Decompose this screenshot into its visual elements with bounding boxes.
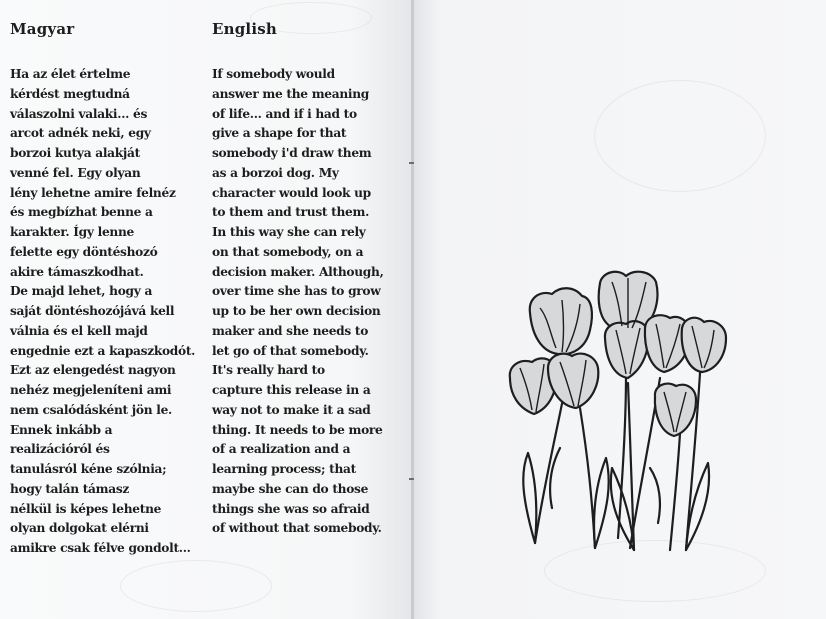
tulip-head — [548, 354, 598, 408]
left-page — [0, 0, 412, 619]
hungarian-text-line: arcot adnék neki, egy — [10, 126, 151, 141]
english-text-line: capture this release in a — [212, 383, 371, 397]
english-text-line: on that somebody, on a — [212, 244, 364, 259]
hungarian-text-line: engednie ezt a kapaszkodót. — [10, 343, 196, 358]
leaf — [650, 468, 660, 523]
hungarian-text-line: kérdést megtudná — [10, 86, 130, 101]
hungarian-text — [10, 65, 210, 559]
english-text-line: let go of that somebody. — [212, 343, 369, 358]
hungarian-text-line: nehéz megjeleníteni ami — [10, 383, 172, 397]
english-text-line: give a shape for that — [212, 126, 347, 141]
hungarian-text-line: amikre csak félve gondolt... — [10, 541, 191, 555]
english-text-line: maker and she needs to — [212, 323, 369, 338]
english-text-line: It's really hard to — [212, 363, 325, 378]
english-text-line: answer me the meaning — [212, 86, 370, 101]
tulip-head — [682, 318, 726, 372]
hungarian-text-line: olyan dolgokat elérni — [10, 521, 149, 536]
hungarian-text-line: tanulásról kéne szólnia; — [10, 462, 167, 476]
hungarian-text-line: realizációról és — [10, 442, 110, 457]
english-text-line: as a borzoi dog. My — [212, 165, 339, 180]
leaf — [523, 453, 536, 543]
english-text-line: of a realization and a — [212, 442, 351, 457]
hungarian-text-line: nélkül is képes lehetne — [10, 501, 162, 516]
english-text-line: decision maker. Although, — [212, 264, 384, 279]
hungarian-text-line: karakter. Így lenne — [10, 225, 134, 239]
english-text-line: learning process; that — [212, 462, 356, 476]
hungarian-text-line: akire támaszkodhat. — [10, 264, 144, 279]
hungarian-text-line: saját döntéshozójává kell — [10, 304, 175, 318]
english-text-line: things she was so afraid — [212, 501, 370, 516]
hungarian-text-line: borzoi kutya alakját — [10, 146, 140, 160]
english-text-line: over time she has to grow — [212, 284, 381, 299]
tulip-head — [605, 321, 648, 378]
english-text-line: of life... and if i had to — [212, 106, 357, 121]
hungarian-text-line: válaszolni valaki... és — [10, 106, 148, 121]
hungarian-text-line: De majd lehet, hogy a — [10, 284, 153, 299]
hungarian-text-line: és megbízhat benne a — [10, 205, 153, 220]
hungarian-column — [10, 20, 210, 559]
english-text-line: character would look up — [212, 185, 371, 200]
hungarian-text-line: Ezt az elengedést nagyon — [10, 363, 176, 378]
english-text-line: If somebody would — [212, 67, 335, 81]
hungarian-text-line: venné fel. Egy olyan — [10, 165, 141, 180]
english-heading: English — [212, 20, 277, 38]
english-column — [212, 20, 408, 539]
english-text-line: of without that somebody. — [212, 521, 382, 536]
stem — [670, 433, 680, 550]
hungarian-text-line: nem csalódásként jön le. — [10, 402, 172, 417]
tulip-head — [655, 384, 696, 436]
english-text-line: to them and trust them. — [212, 205, 370, 220]
hungarian-text-line: felette egy döntéshozó — [10, 244, 158, 259]
english-text-line: thing. It needs to be more — [212, 422, 383, 437]
tulip-head — [530, 288, 592, 354]
hungarian-text-line: Ha az élet értelme — [10, 67, 131, 81]
english-text-line: maybe she can do those — [212, 481, 369, 496]
hungarian-text-line: Ennek inkább a — [10, 422, 113, 437]
hungarian-text-line: lény lehetne amire felnéz — [10, 185, 176, 200]
tulips-drawing — [500, 268, 736, 558]
english-text-line: somebody i'd draw them — [212, 146, 372, 160]
english-text-line: way not to make it a sad — [212, 402, 371, 417]
leaf — [594, 458, 609, 548]
english-text-line: In this way she can rely — [212, 225, 366, 239]
show-through-mark — [594, 80, 766, 192]
english-text — [212, 65, 408, 539]
english-text-line: up to be her own decision — [212, 304, 381, 318]
hungarian-text-line: hogy talán támasz — [10, 481, 129, 496]
hungarian-text-line: válnia és el kell majd — [10, 323, 148, 338]
show-through-mark — [120, 560, 272, 612]
hungarian-heading: Magyar — [10, 20, 75, 38]
stem — [580, 408, 595, 548]
